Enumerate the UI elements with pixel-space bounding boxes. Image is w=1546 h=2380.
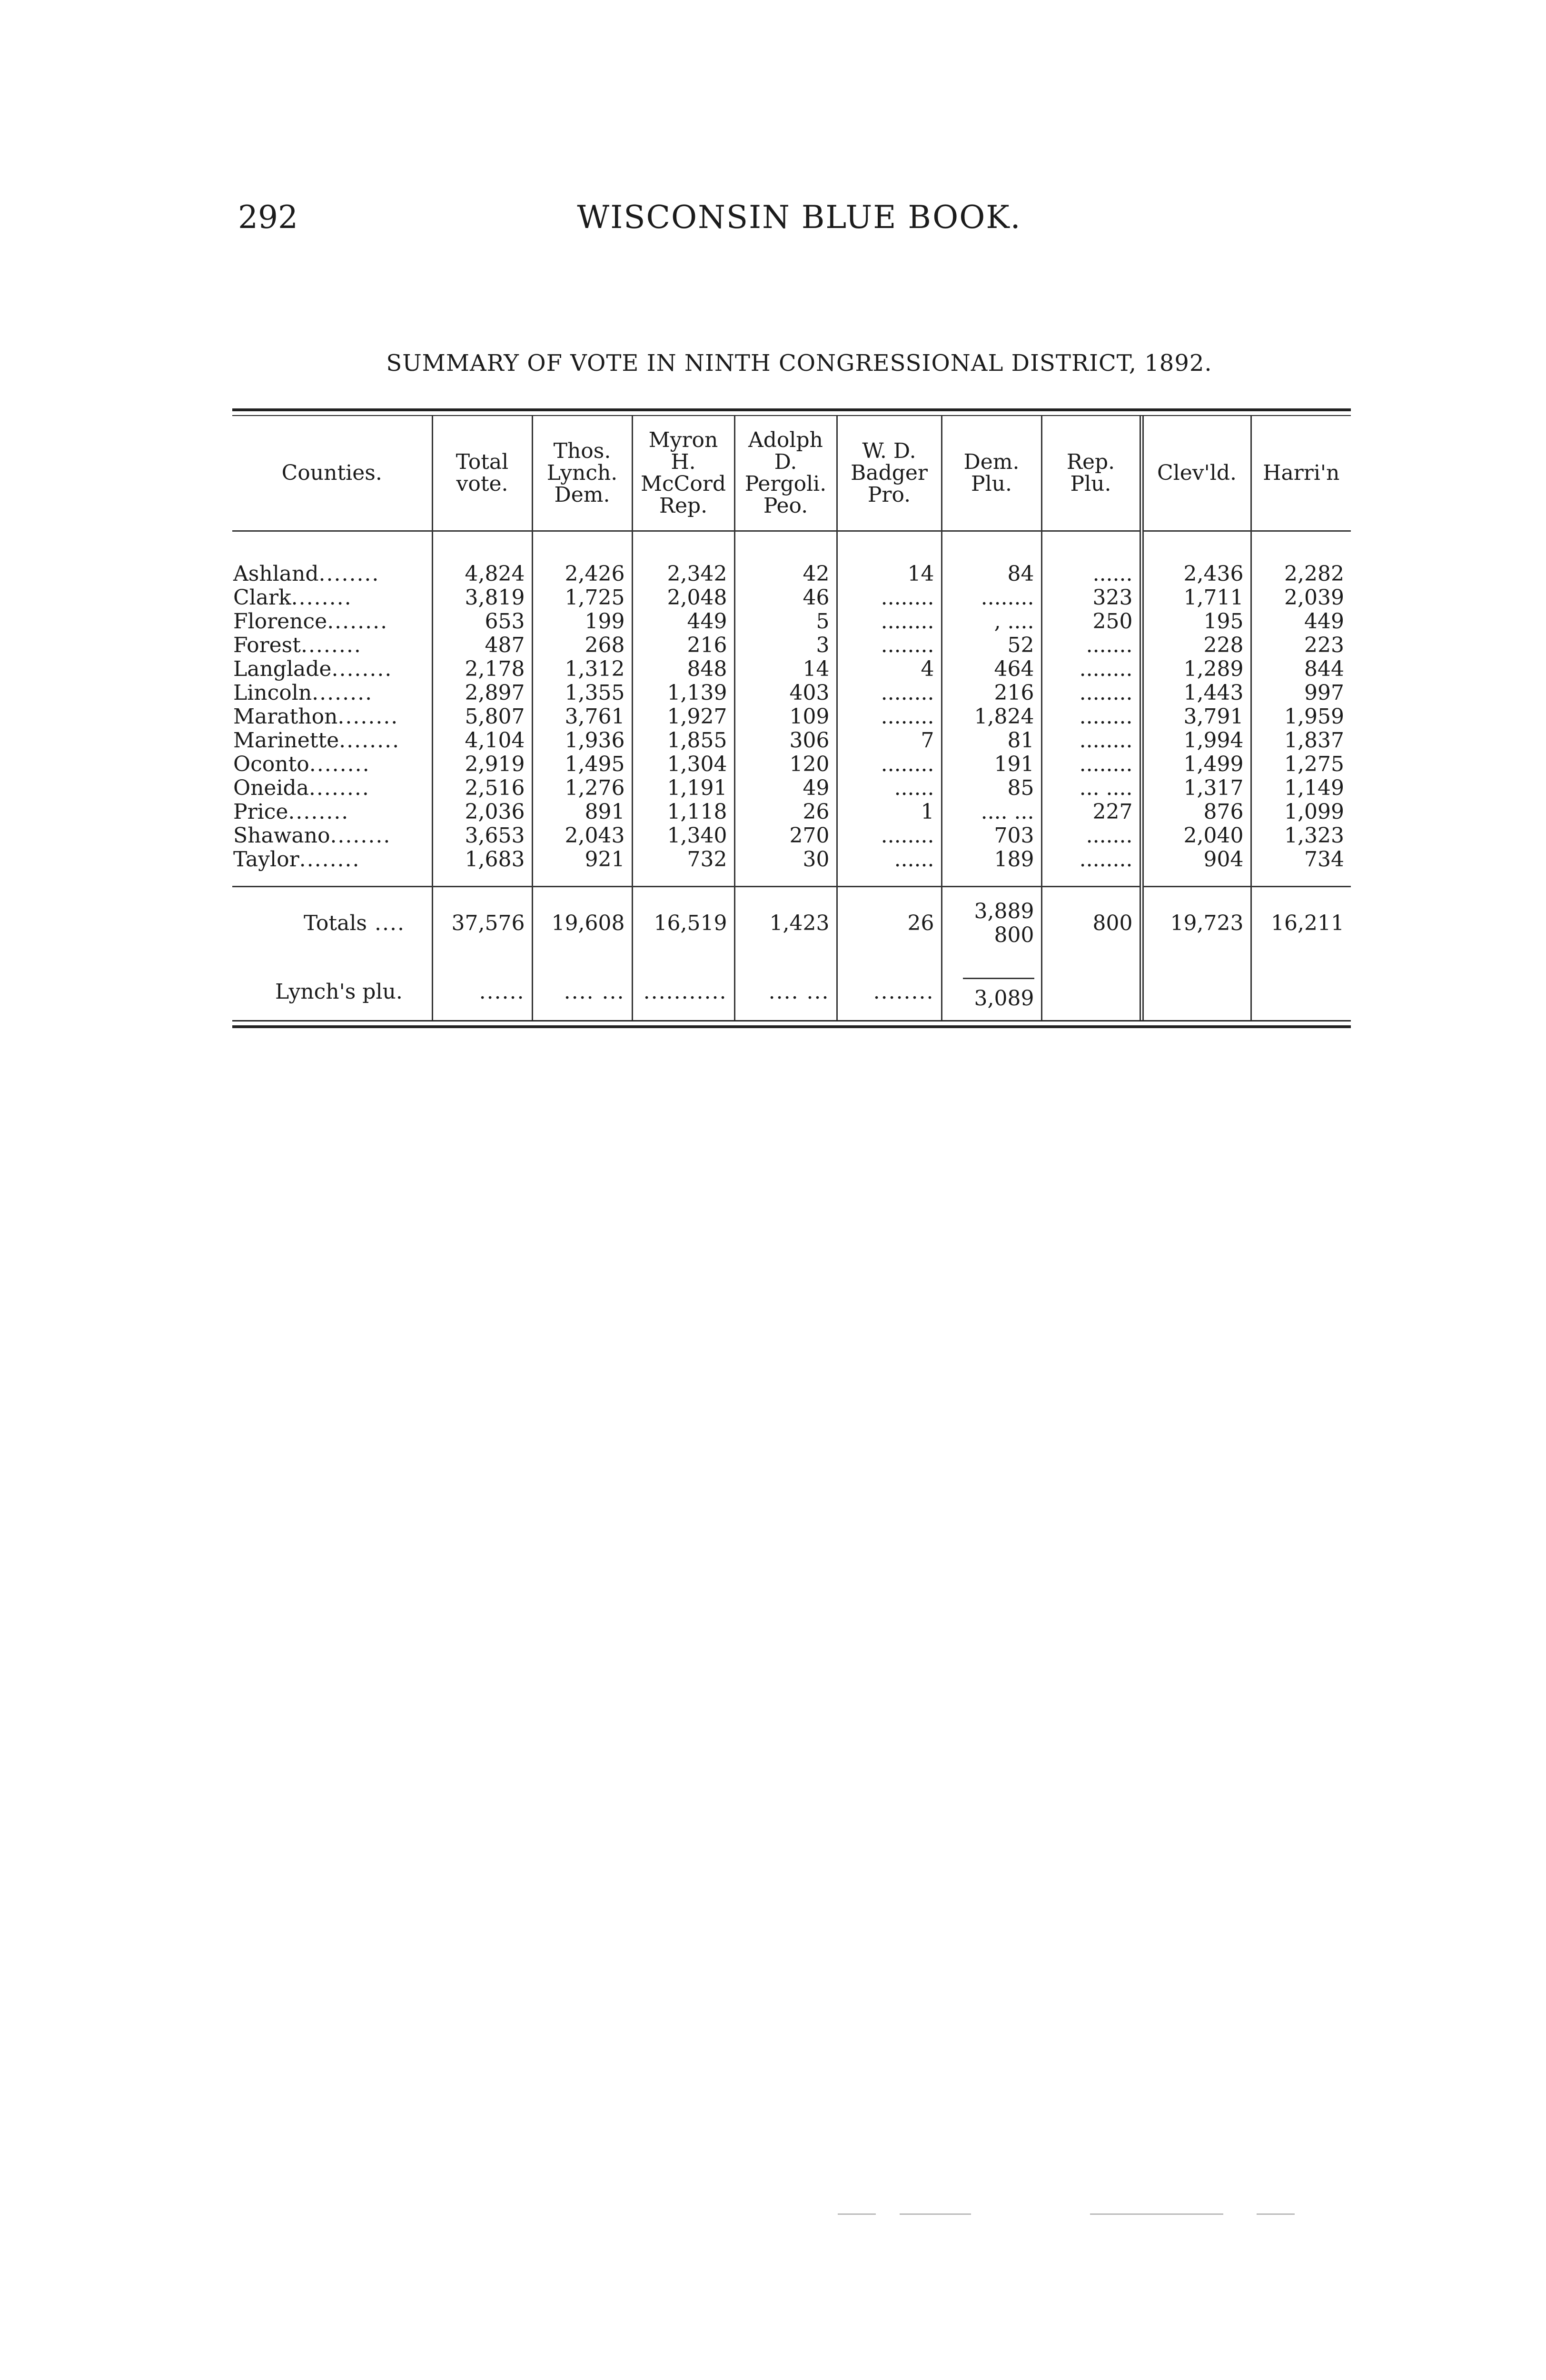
plurality-dem-plu-value: 3,089 <box>963 978 1034 1011</box>
header-clevld: Clev'ld. <box>1141 416 1251 531</box>
header-badger-line: Badger <box>851 461 928 485</box>
summary-body <box>232 887 1351 1021</box>
table-row <box>232 681 1351 705</box>
cell-mccord: 2,342 <box>632 562 734 586</box>
cell-dem-plu: 703 <box>941 824 1041 848</box>
cell-harrin: 2,039 <box>1251 586 1351 610</box>
header-mccord-line: Myron <box>648 428 718 452</box>
totals-rep-plu: 800 <box>1041 887 1141 948</box>
cell-lynch: 2,043 <box>532 824 632 848</box>
cell-mccord: 732 <box>632 848 734 872</box>
totals-row <box>232 887 1351 948</box>
cell-mccord: 1,340 <box>632 824 734 848</box>
header-mccord <box>632 416 734 531</box>
cell-total: 2,178 <box>432 657 532 681</box>
cell-dem-plu: 81 <box>941 729 1041 753</box>
cell-lynch: 1,936 <box>532 729 632 753</box>
table-row <box>232 657 1351 681</box>
cell-mccord: 2,048 <box>632 586 734 610</box>
header-mccord-line: Rep. <box>659 494 708 518</box>
cell-mccord: 1,855 <box>632 729 734 753</box>
leader-dots: ........ <box>312 681 373 705</box>
header-row <box>232 416 1351 531</box>
cell-total: 2,036 <box>432 800 532 824</box>
cell-pergoli: 403 <box>734 681 837 705</box>
vote-summary-table <box>232 416 1351 1020</box>
bottom-double-rule <box>232 1020 1351 1028</box>
table-row <box>232 562 1351 586</box>
scan-speck <box>838 2213 876 2215</box>
cell-dem-plu: 85 <box>941 776 1041 800</box>
header-badger-line: W. D. <box>862 439 916 463</box>
leader-dots: ........ <box>309 753 370 776</box>
cell-rep-plu: ....... <box>1041 634 1141 657</box>
leader-dots: ........ <box>330 824 391 848</box>
table-row <box>232 800 1351 824</box>
plurality-lynch: .... ... <box>532 947 632 1020</box>
vote-summary-table-wrapper <box>232 408 1351 1028</box>
cell-badger: ........ <box>837 705 941 729</box>
plurality-rep-plu <box>1041 947 1141 1020</box>
cell-total: 3,819 <box>432 586 532 610</box>
table-row <box>232 634 1351 657</box>
leader-dots: ........ <box>299 848 360 872</box>
cell-badger: ...... <box>837 776 941 800</box>
cell-lynch: 1,725 <box>532 586 632 610</box>
cell-harrin: 1,099 <box>1251 800 1351 824</box>
cell-badger: ........ <box>837 753 941 776</box>
header-badger-line: Pro. <box>867 483 911 507</box>
county-cell <box>232 634 432 657</box>
plurality-harrin <box>1251 947 1351 1020</box>
header-lynch-line: Thos. <box>553 439 611 463</box>
county-cell <box>232 610 432 634</box>
county-name: Price <box>233 800 288 824</box>
cell-badger: ........ <box>837 681 941 705</box>
cell-mccord: 449 <box>632 610 734 634</box>
plurality-total: ...... <box>432 947 532 1020</box>
header-pergoli <box>734 416 837 531</box>
scan-speck <box>1257 2213 1295 2215</box>
cell-dem-plu: 52 <box>941 634 1041 657</box>
cell-harrin: 1,323 <box>1251 824 1351 848</box>
table-row <box>232 729 1351 753</box>
header-mccord-line: McCord <box>640 472 726 496</box>
cell-mccord: 1,304 <box>632 753 734 776</box>
cell-harrin: 223 <box>1251 634 1351 657</box>
county-name: Lincoln <box>233 681 312 705</box>
cell-total: 487 <box>432 634 532 657</box>
leader-dots: ........ <box>337 705 399 729</box>
totals-label: Totals .... <box>232 887 432 948</box>
cell-mccord: 1,118 <box>632 800 734 824</box>
cell-pergoli: 46 <box>734 586 837 610</box>
cell-harrin: 844 <box>1251 657 1351 681</box>
cell-lynch: 921 <box>532 848 632 872</box>
cell-lynch: 1,355 <box>532 681 632 705</box>
table-row <box>232 705 1351 729</box>
county-name: Clark <box>233 586 291 610</box>
cell-harrin: 1,149 <box>1251 776 1351 800</box>
cell-lynch: 3,761 <box>532 705 632 729</box>
cell-harrin: 734 <box>1251 848 1351 872</box>
header-total-vote <box>432 416 532 531</box>
plurality-badger: ........ <box>837 947 941 1020</box>
header-rep-plu <box>1041 416 1141 531</box>
scan-speck <box>1090 2213 1223 2215</box>
county-name: Shawano <box>233 824 330 848</box>
totals-clevld: 19,723 <box>1141 887 1251 948</box>
table-row <box>232 776 1351 800</box>
county-cell <box>232 729 432 753</box>
header-lynch <box>532 416 632 531</box>
cell-harrin: 997 <box>1251 681 1351 705</box>
totals-mccord: 16,519 <box>632 887 734 948</box>
table-body <box>232 531 1351 887</box>
cell-mccord: 848 <box>632 657 734 681</box>
county-cell <box>232 753 432 776</box>
cell-clevld: 1,994 <box>1141 729 1251 753</box>
spacer-row <box>232 531 1351 563</box>
spacer-row <box>232 872 1351 887</box>
cell-rep-plu: ....... <box>1041 824 1141 848</box>
cell-pergoli: 306 <box>734 729 837 753</box>
totals-dem-plu <box>941 887 1041 948</box>
cell-badger: 4 <box>837 657 941 681</box>
cell-clevld: 1,711 <box>1141 586 1251 610</box>
cell-clevld: 195 <box>1141 610 1251 634</box>
cell-total: 2,897 <box>432 681 532 705</box>
cell-badger: ...... <box>837 848 941 872</box>
cell-clevld: 3,791 <box>1141 705 1251 729</box>
header-lynch-line: Dem. <box>554 483 610 507</box>
cell-total: 5,807 <box>432 705 532 729</box>
cell-pergoli: 42 <box>734 562 837 586</box>
header-badger <box>837 416 941 531</box>
cell-lynch: 1,312 <box>532 657 632 681</box>
cell-lynch: 891 <box>532 800 632 824</box>
cell-pergoli: 49 <box>734 776 837 800</box>
cell-lynch: 1,495 <box>532 753 632 776</box>
cell-rep-plu: 250 <box>1041 610 1141 634</box>
cell-lynch: 2,426 <box>532 562 632 586</box>
cell-dem-plu: 189 <box>941 848 1041 872</box>
header-dem-plu-line: Dem. <box>963 450 1020 474</box>
plurality-pergoli: .... ... <box>734 947 837 1020</box>
cell-rep-plu: 227 <box>1041 800 1141 824</box>
table-title: SUMMARY OF VOTE IN NINTH CONGRESSIONAL DISTRICT, 1892. <box>386 350 1212 377</box>
header-lynch-line: Lynch. <box>546 461 618 485</box>
totals-dem-plu-less: 800 <box>994 923 1034 947</box>
cell-pergoli: 3 <box>734 634 837 657</box>
plurality-clevld <box>1141 947 1251 1020</box>
plurality-dem-plu <box>941 947 1041 1020</box>
header-total-line: Total <box>456 450 509 474</box>
plurality-label: Lynch's plu. <box>275 979 403 1004</box>
cell-clevld: 2,436 <box>1141 562 1251 586</box>
cell-dem-plu: , .... <box>941 610 1041 634</box>
cell-total: 2,516 <box>432 776 532 800</box>
cell-lynch: 1,276 <box>532 776 632 800</box>
cell-rep-plu: ... .... <box>1041 776 1141 800</box>
cell-dem-plu: .... ... <box>941 800 1041 824</box>
totals-lynch: 19,608 <box>532 887 632 948</box>
header-counties: Counties. <box>232 416 432 531</box>
cell-badger: ........ <box>837 634 941 657</box>
cell-mccord: 216 <box>632 634 734 657</box>
leader-dots: ........ <box>308 776 370 800</box>
cell-mccord: 1,139 <box>632 681 734 705</box>
cell-badger: ........ <box>837 610 941 634</box>
cell-total: 4,824 <box>432 562 532 586</box>
cell-total: 1,683 <box>432 848 532 872</box>
cell-badger: ........ <box>837 586 941 610</box>
county-cell <box>232 586 432 610</box>
header-rep-plu-line: Rep. <box>1066 450 1115 474</box>
plurality-mccord: ........... <box>632 947 734 1020</box>
county-name: Forest <box>233 634 301 657</box>
header-dem-plu <box>941 416 1041 531</box>
cell-harrin: 449 <box>1251 610 1351 634</box>
cell-pergoli: 109 <box>734 705 837 729</box>
county-name: Taylor <box>233 848 299 872</box>
cell-badger: ........ <box>837 824 941 848</box>
county-cell <box>232 681 432 705</box>
header-pergoli-line: Adolph <box>748 428 823 452</box>
cell-total: 4,104 <box>432 729 532 753</box>
county-cell <box>232 705 432 729</box>
totals-harrin: 16,211 <box>1251 887 1351 948</box>
cell-mccord: 1,191 <box>632 776 734 800</box>
county-name: Ashland <box>233 562 319 586</box>
county-cell <box>232 562 432 586</box>
cell-dem-plu: 464 <box>941 657 1041 681</box>
cell-dem-plu: 216 <box>941 681 1041 705</box>
cell-total: 653 <box>432 610 532 634</box>
cell-rep-plu: 323 <box>1041 586 1141 610</box>
table-row <box>232 610 1351 634</box>
leader-dots: ........ <box>300 634 362 657</box>
cell-pergoli: 5 <box>734 610 837 634</box>
cell-dem-plu: ........ <box>941 586 1041 610</box>
totals-pergoli: 1,423 <box>734 887 837 948</box>
totals-total: 37,576 <box>432 887 532 948</box>
leader-dots: ........ <box>339 729 400 753</box>
cell-lynch: 268 <box>532 634 632 657</box>
county-cell <box>232 776 432 800</box>
header-mccord-line: H. <box>671 450 696 474</box>
cell-harrin: 2,282 <box>1251 562 1351 586</box>
cell-rep-plu: ........ <box>1041 657 1141 681</box>
cell-clevld: 1,499 <box>1141 753 1251 776</box>
cell-rep-plu: ........ <box>1041 705 1141 729</box>
cell-pergoli: 26 <box>734 800 837 824</box>
table-row <box>232 753 1351 776</box>
header-pergoli-line: Pergoli. <box>744 472 827 496</box>
cell-badger: 14 <box>837 562 941 586</box>
table-row <box>232 848 1351 872</box>
top-double-rule <box>232 408 1351 416</box>
county-name: Marinette <box>233 729 339 753</box>
leader-dots: ........ <box>288 800 349 824</box>
cell-clevld: 2,040 <box>1141 824 1251 848</box>
cell-badger: 1 <box>837 800 941 824</box>
county-name: Oconto <box>233 753 309 776</box>
cell-pergoli: 270 <box>734 824 837 848</box>
county-cell <box>232 800 432 824</box>
plurality-row <box>232 947 1351 1020</box>
table-row <box>232 824 1351 848</box>
county-name: Oneida <box>233 776 309 800</box>
leader-dots: ........ <box>318 562 380 586</box>
cell-rep-plu: ...... <box>1041 562 1141 586</box>
cell-lynch: 199 <box>532 610 632 634</box>
header-total-line: vote. <box>456 472 508 496</box>
page-number: 292 <box>238 199 298 236</box>
leader-dots: ........ <box>331 657 393 681</box>
cell-pergoli: 14 <box>734 657 837 681</box>
header-dem-plu-line: Plu. <box>971 472 1012 496</box>
cell-clevld: 1,289 <box>1141 657 1251 681</box>
cell-pergoli: 30 <box>734 848 837 872</box>
running-head: WISCONSIN BLUE BOOK. <box>577 199 1021 236</box>
table-row <box>232 586 1351 610</box>
cell-total: 2,919 <box>432 753 532 776</box>
cell-dem-plu: 84 <box>941 562 1041 586</box>
scan-speck <box>900 2213 971 2215</box>
cell-mccord: 1,927 <box>632 705 734 729</box>
cell-rep-plu: ........ <box>1041 753 1141 776</box>
cell-badger: 7 <box>837 729 941 753</box>
cell-total: 3,653 <box>432 824 532 848</box>
cell-clevld: 1,443 <box>1141 681 1251 705</box>
totals-badger: 26 <box>837 887 941 948</box>
cell-rep-plu: ........ <box>1041 681 1141 705</box>
cell-pergoli: 120 <box>734 753 837 776</box>
cell-clevld: 876 <box>1141 800 1251 824</box>
leader-dots: ........ <box>327 610 388 634</box>
county-name: Langlade <box>233 657 332 681</box>
cell-dem-plu: 1,824 <box>941 705 1041 729</box>
header-pergoli-line: D. <box>774 450 797 474</box>
cell-harrin: 1,275 <box>1251 753 1351 776</box>
cell-harrin: 1,837 <box>1251 729 1351 753</box>
cell-clevld: 904 <box>1141 848 1251 872</box>
header-rep-plu-line: Plu. <box>1070 472 1111 496</box>
county-cell <box>232 657 432 681</box>
header-harrin: Harri'n <box>1251 416 1351 531</box>
cell-rep-plu: ........ <box>1041 848 1141 872</box>
header-pergoli-line: Peo. <box>763 494 808 518</box>
totals-dem-plu-value: 3,889 <box>974 899 1034 923</box>
county-cell <box>232 824 432 848</box>
cell-harrin: 1,959 <box>1251 705 1351 729</box>
leader-dots: ........ <box>291 586 352 610</box>
cell-dem-plu: 191 <box>941 753 1041 776</box>
county-name: Florence <box>233 610 327 634</box>
county-cell <box>232 848 432 872</box>
county-name: Marathon <box>233 705 338 729</box>
cell-rep-plu: ........ <box>1041 729 1141 753</box>
cell-clevld: 1,317 <box>1141 776 1251 800</box>
cell-clevld: 228 <box>1141 634 1251 657</box>
